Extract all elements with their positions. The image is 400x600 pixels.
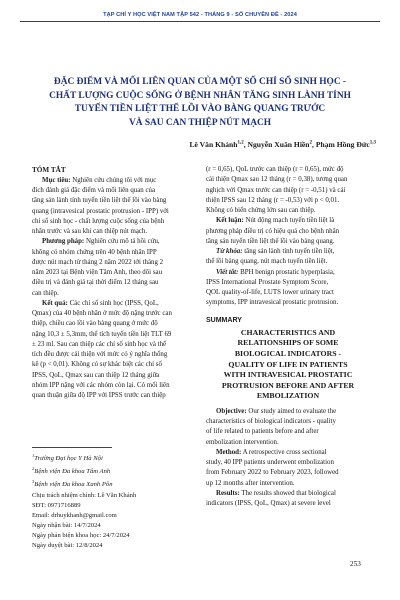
title-line: ĐẶC ĐIỂM VÀ MỐI LIÊN QUAN CỦA MỘT SỐ CHỈ SỐ SINH HỌC - [53,77,347,87]
abstract-line [206,268,370,278]
keywords-text: tăng sản lành tính tuyến tiền liệt, [242,248,335,255]
english-title-line: QUALITY OF LIFE IN PATIENTS [228,359,348,369]
summary-line: study, 40 IPP patients underwent embolization [206,459,334,467]
en-objective-text: Our study aimed to evaluate the [246,407,337,415]
title-line: TUYẾN TIỀN LIỆT THỂ LỒI VÀO BÀNG QUANG TRƯỚC [74,104,326,115]
method-text: Nghiên cứu mô tả hồi cứu, [84,238,160,246]
footnotes [32,451,194,551]
author-list [176,140,376,149]
abstract-line: đích đánh giá đặc điểm và mối liên quan của [32,187,156,194]
author-affiliation: 1,3 [369,140,376,146]
conclusion-label: Kết luận: [216,217,244,225]
abstract-line: thiệp, chiều cao lồi vào bàng quang ở mức độ [32,320,158,328]
abstract-line: tích đều được cải thiện với mức có ý nghĩa thống [32,351,168,358]
abstract-line: IPSS International Prostate Symptom Score, [206,278,329,286]
english-title-line: RELATIONSHIPS OF SOME [237,338,339,348]
abbreviations-text: BPH benign prostatic hyperplasia, [238,268,335,276]
english-title-line: CHARACTERISTICS AND [240,327,336,337]
summary-line [206,489,370,499]
en-results-text: The results showed that biological [239,489,336,497]
email-address: Email: drhuykhanh@gmail.com [32,511,117,519]
abstract-line: kê (p < 0,01). Không có sự khác biệt các chỉ số [32,361,162,369]
author-affiliation: 1,2 [237,140,244,146]
summary-heading: SUMMARY [206,316,242,324]
right-column [206,165,370,509]
en-method-label: Method: [216,448,242,456]
affiliation-marker: 2 [32,466,35,472]
abstract-line: nhóm IPP nặng với các nhóm còn lại. Có mối liên [32,381,170,389]
abstract-line: ± 23 ml. Sau can thiệp các chỉ số sinh học và thể [32,340,167,348]
english-title [206,328,370,402]
abstract-line: tăng sản lành tính tuyến tiền liệt thể lồi vào bàng [32,197,167,205]
abstract-line [206,216,370,226]
abstract-line: năm 2023 tại Bệnh viện Tâm Anh, theo dõi sau [32,269,163,276]
author-name: Phạm Hồng Đức [315,140,370,149]
author-separator: , [312,140,316,149]
received-date: Ngày nhận bài: 14/7/2024 [32,521,101,529]
summary-line: embolization intervention. [206,438,279,446]
abstract-line: phương pháp điều trị có hiệu quả cho bệnh nhân [206,227,340,235]
affiliation-note [32,477,194,490]
abstract-line: (r = 0,65), QoL trước can thiệp (r = 0,65), mức độ [206,166,344,173]
abstract-line: nhân trước và sau khi can thiệp nút mạch. [32,228,148,235]
affiliation-text: Bệnh viện Đa khoa Tâm Anh [34,468,111,476]
objective-label: Mục tiêu: [42,176,71,184]
abstract-line: IPSS, QoL, Qmax sau can thiệp 12 tháng giữa [32,371,160,379]
phone-number: SĐT: 0971716889 [32,501,81,509]
left-column [32,165,194,401]
summary-line: indicators (IPSS, QoL, Qmax) at severe level [206,500,331,508]
en-objective-label: Objective: [216,407,247,415]
summary-line: of life related to patients before and after [206,428,319,436]
abstract-line: QOL quality-of-life, LUTS lower urinary tract [206,289,334,296]
affiliation-marker: 1 [32,453,35,458]
abstract-line [32,299,194,309]
abstract-line: được nút mạch từ tháng 2 năm 2022 tới tháng 2 [32,258,164,266]
results-text: Các chỉ số sinh học (IPSS, QoL, [67,299,159,307]
english-title-line: WITH INTRAVESICAL PROSTATIC [223,370,353,380]
title-line: CHẤT LƯỢNG CUỘC SỐNG Ở BỆNH NHÂN TĂNG SINH LÀNH TÍNH [49,90,351,101]
article-title [30,76,370,130]
affiliation-text: Trường Đại học Y Hà Nội [34,455,103,463]
affiliation-note [32,451,194,464]
abstract-line: thiện IPSS sau 12 tháng (r = -0,53) với p < 0,01. [206,196,340,204]
responsible-author: Chịu trách nhiệm chính: Lê Văn Khánh [32,491,137,499]
abstract-line: quang (intravesical prostatic protrusion - IPP) với [32,207,169,215]
conclusion-text: Nút động mạch tuyến tiền liệt là [243,217,335,225]
abstract-line: tăng sản tuyến tiền liệt thể lồi vào bàng quang. [206,237,335,245]
summary-line [206,407,370,417]
summary-line: from February 2022 to February 2023, followed [206,469,339,477]
abstract-line: quan thuận giữa độ IPP với IPSS trước can thiệp [32,392,166,399]
author-affiliation: 2 [309,140,313,146]
abstract-line: điều trị và đánh giá tại thời điểm 12 tháng sau [32,279,159,287]
abstract-line: can thiệp. [32,289,59,297]
results-label: Kết quả: [42,299,68,307]
reviewed-date: Ngày phản biện khoa học: 24/7/2024 [32,531,130,539]
affiliation-text: Bệnh viện Đa khoa Xanh Pôn [34,481,113,489]
author-name: Lê Văn Khánh [189,140,238,149]
abstract-line [32,176,194,186]
summary-line: up 12 months after intervention. [206,479,295,487]
abstract-line: nặng 10,3 ± 5,3mm, thể tích tuyến tiền liệt TLT 69 [32,330,172,338]
abstract-line: symptoms, IPP intravesical prostatic protrusion. [206,299,339,307]
abstract-line [32,237,194,247]
summary-line [206,448,370,458]
abstract-line: chỉ số sinh học - chất lượng cuộc sống của bệnh [32,217,165,225]
author-separator: , [243,140,248,149]
summary-line: characteristics of biological indicators - quality [206,418,336,426]
keywords-label: Từ khóa: [216,248,243,255]
english-title-line: BIOLOGICAL INDICATORS - [234,348,342,358]
footnote-divider [32,447,112,448]
header-divider [20,21,380,22]
affiliation-marker: 3 [32,479,35,485]
page-number: 253 [350,560,361,568]
affiliation-note [32,464,194,477]
abstract-line [206,247,370,257]
abstract-line: cải thiện Qmax sau 12 tháng (r = 0,38), tương quan [206,176,348,184]
abstract-line: Không có biến chứng lớn sau can thiệp. [206,207,316,214]
abstract-line: thể lồi bàng quang, nút mạch tuyến tiền liệt. [206,258,328,266]
abstract-line: nghịch với Qmax trước can thiệp (r = -0,51) và cải [206,186,346,194]
abstract-line: không có nhóm chứng trên 40 bệnh nhân IPP [32,248,157,256]
abstract-line: Qmax) của 40 bệnh nhân ở mức độ nặng trước can [32,310,172,317]
method-label: Phương pháp: [42,238,85,246]
en-results-label: Results: [216,489,240,497]
accepted-date: Ngày duyệt bài: 12/8/2024 [32,541,103,549]
title-line: VÀ SAU CAN THIỆP NÚT MẠCH [128,117,272,128]
abstract-heading: TÓM TẮT [32,166,66,174]
author-name: Nguyễn Xuân Hiền [247,140,310,149]
objective-text: Nghiên cứu chúng tôi với mục [70,176,157,184]
en-method-text: A retrospective cross sectional [241,448,327,456]
journal-header: TẠP CHÍ Y HỌC VIỆT NAM TẬP 542 - THÁNG 9 - SỐ CHUYÊN ĐỀ - 2024 [103,12,297,18]
english-title-line: EMBOLIZATION [256,391,320,401]
abbreviations-label: Viết tắt: [216,268,239,276]
english-title-line: PROTRUSION BEFORE AND AFTER [221,380,355,390]
